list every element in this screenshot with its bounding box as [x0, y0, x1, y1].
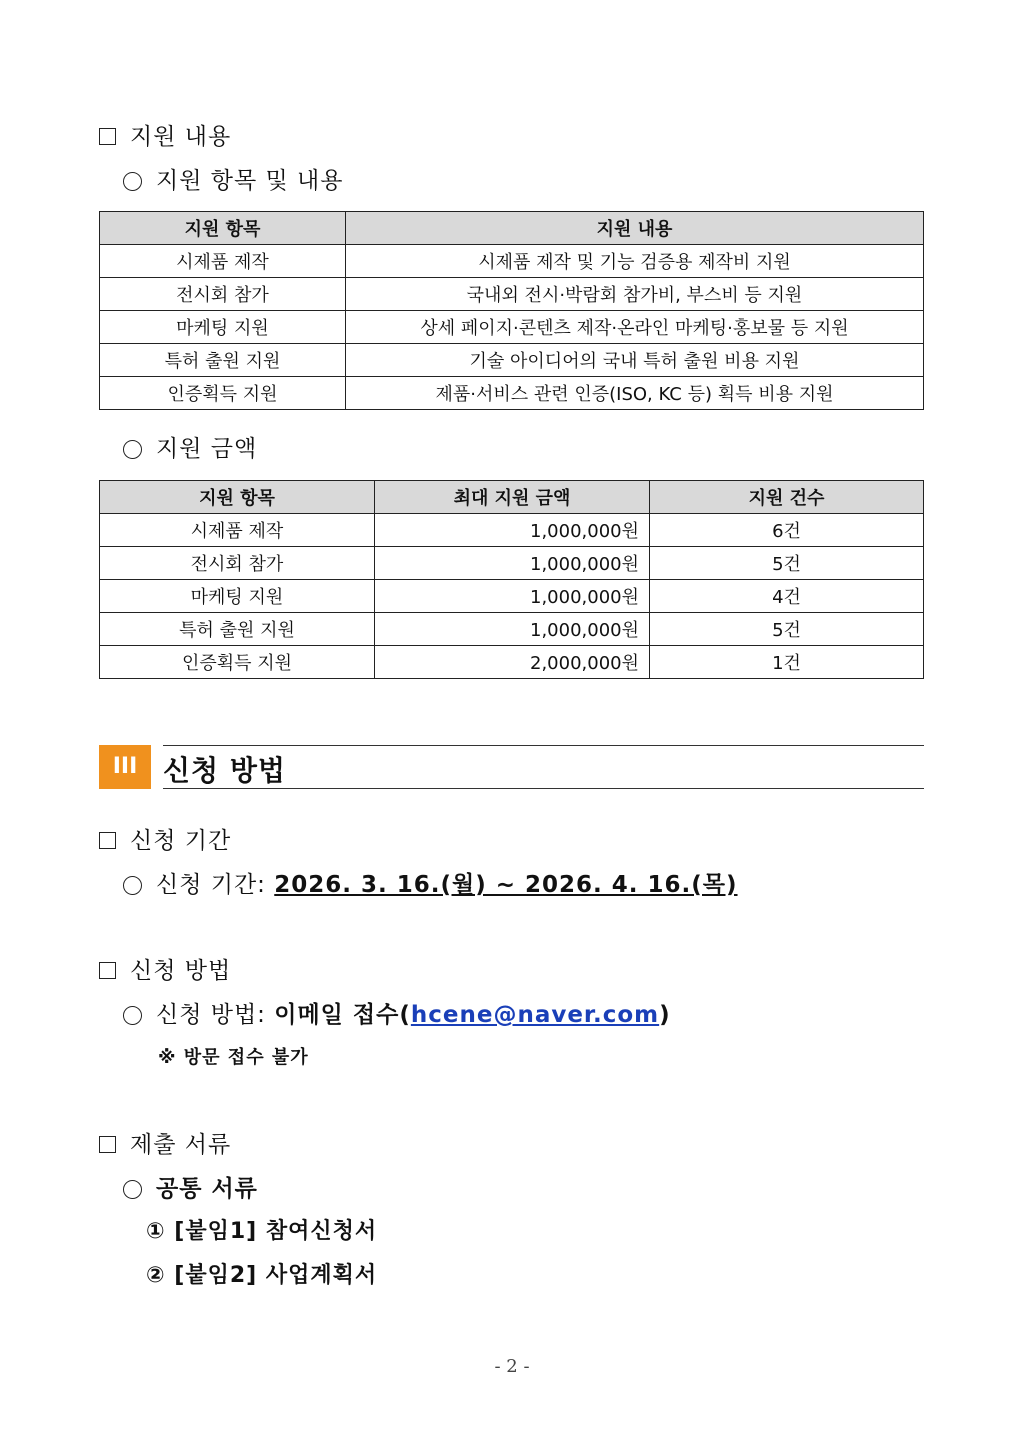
table-row [100, 377, 924, 410]
document-item: ① [붙임1] 참여신청서 [146, 1219, 378, 1244]
section-rule-bottom [163, 788, 924, 789]
document-item: ② [붙임2] 사업계획서 [146, 1263, 378, 1288]
method-value-suffix: ) [659, 1002, 671, 1028]
table-row [100, 514, 924, 547]
table-cell: 특허 출원 지원 [100, 613, 375, 646]
circle-bullet-icon [123, 1006, 142, 1025]
table-cell: 인증획득 지원 [100, 646, 375, 679]
section-number-badge: III [99, 745, 151, 789]
subheading-support-items: 지원 항목 및 내용 [123, 162, 343, 195]
table-cell: 1,000,000원 [375, 580, 650, 613]
page-number: - 2 - [494, 1356, 530, 1377]
method-label: 신청 방법: [156, 1002, 266, 1028]
table-header-row [100, 481, 924, 514]
subheading-support-amount: 지원 금액 [123, 430, 257, 463]
table-cell: 제품·서비스 관련 인증(ISO, KC 등) 획득 비용 지원 [346, 377, 924, 410]
square-bullet-icon [99, 832, 116, 849]
table-cell: 5건 [650, 547, 924, 580]
table-cell: 기술 아이디어의 국내 특허 출원 비용 지원 [346, 344, 924, 377]
table-row [100, 580, 924, 613]
support-amount-table [99, 480, 924, 679]
circle-bullet-icon [123, 1180, 142, 1199]
square-bullet-icon [99, 962, 116, 979]
table-row [100, 613, 924, 646]
table-cell: 전시회 참가 [100, 278, 346, 311]
table-cell: 시제품 제작 [100, 514, 375, 547]
section-header-application [99, 745, 924, 789]
table-cell: 특허 출원 지원 [100, 344, 346, 377]
table-row [100, 245, 924, 278]
method-value-prefix: 이메일 접수( [274, 1002, 411, 1028]
circle-bullet-icon [123, 172, 142, 191]
method-line [123, 996, 671, 1029]
table-cell: 국내외 전시·박람회 참가비, 부스비 등 지원 [346, 278, 924, 311]
table-header-cell: 최대 지원 금액 [375, 481, 650, 514]
table-row [100, 311, 924, 344]
table-row [100, 278, 924, 311]
table-cell: 인증획득 지원 [100, 377, 346, 410]
table-cell: 마케팅 지원 [100, 311, 346, 344]
table-header-cell: 지원 내용 [346, 212, 924, 245]
square-bullet-icon [99, 1136, 116, 1153]
method-note: ※ 방문 접수 불가 [158, 1047, 309, 1068]
section-rule-top [163, 745, 924, 746]
table-cell: 1건 [650, 646, 924, 679]
heading-period: 신청 기간 [99, 822, 231, 855]
table-cell: 5건 [650, 613, 924, 646]
section-heading-support: 지원 내용 [99, 118, 231, 151]
table-row [100, 646, 924, 679]
heading-method: 신청 방법 [99, 952, 231, 985]
circle-bullet-icon [123, 876, 142, 895]
period-label: 신청 기간: [156, 872, 266, 898]
table-header-row [100, 212, 924, 245]
email-link[interactable]: hcene@naver.com [410, 1002, 660, 1028]
table-row [100, 344, 924, 377]
table-cell: 4건 [650, 580, 924, 613]
table-cell: 1,000,000원 [375, 613, 650, 646]
section-title: 신청 방법 [163, 754, 286, 787]
period-line [123, 866, 738, 899]
table-cell: 상세 페이지·콘텐츠 제작·온라인 마케팅·홍보물 등 지원 [346, 311, 924, 344]
circle-bullet-icon [123, 440, 142, 459]
heading-documents: 제출 서류 [99, 1126, 231, 1159]
period-value: 2026. 3. 16.(월) ~ 2026. 4. 16.(목) [274, 872, 738, 898]
table-cell: 전시회 참가 [100, 547, 375, 580]
table-cell: 2,000,000원 [375, 646, 650, 679]
table-cell: 마케팅 지원 [100, 580, 375, 613]
table-header-cell: 지원 항목 [100, 212, 346, 245]
table-cell: 1,000,000원 [375, 547, 650, 580]
table-header-cell: 지원 항목 [100, 481, 375, 514]
common-documents-heading: 공통 서류 [123, 1170, 258, 1203]
support-items-table [99, 211, 924, 410]
table-cell: 6건 [650, 514, 924, 547]
table-cell: 시제품 제작 [100, 245, 346, 278]
table-row [100, 547, 924, 580]
square-bullet-icon [99, 128, 116, 145]
table-header-cell: 지원 건수 [650, 481, 924, 514]
table-cell: 시제품 제작 및 기능 검증용 제작비 지원 [346, 245, 924, 278]
table-cell: 1,000,000원 [375, 514, 650, 547]
